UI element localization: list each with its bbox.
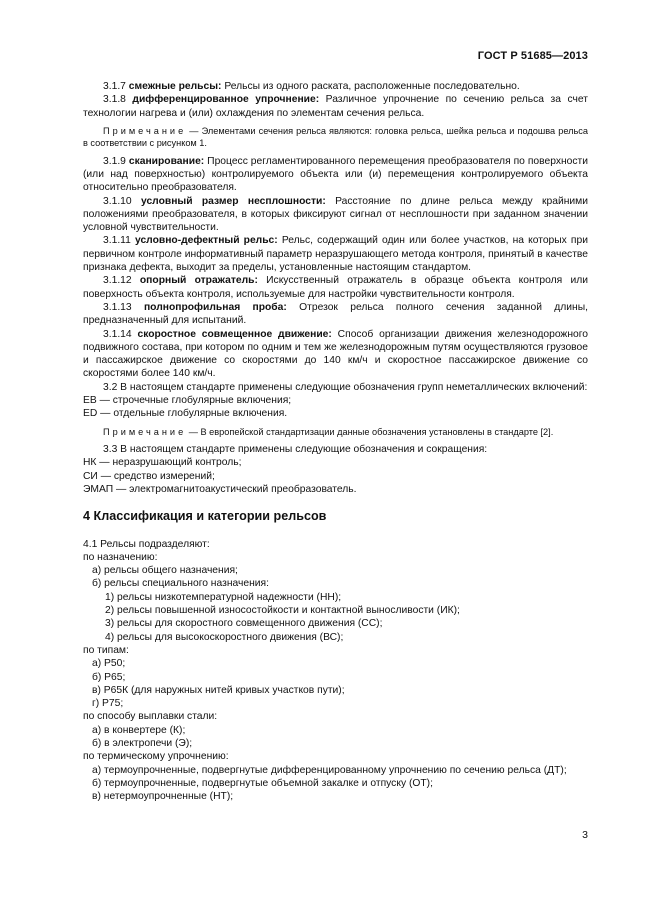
classification-item: 4.1 Рельсы подразделяют: — [83, 538, 210, 550]
classification-item: б) термоупрочненные, подвергнутые объемной закалке и отпуску (ОТ); — [92, 777, 433, 789]
definition-text: Искусственный отражатель в образце объекта контроля или поверхность объекта контроля, используемые для настройки чувствительности контроля. — [83, 275, 589, 300]
definition-term: смежные рельсы: — [128, 81, 222, 92]
definition-term: опорный отражатель: — [139, 275, 258, 287]
note-text: — В европейской стандартизации данные обозначения установлены в стандарте [2]. — [186, 426, 554, 437]
abbreviation-item: ЕВ — строчечные глобулярные включения; — [83, 395, 292, 407]
definitions-block-2 — [83, 155, 588, 381]
classification-item: 1) рельсы низкотемпературной надежности (НН); — [105, 591, 342, 603]
section-3-3-intro: 3.3 В настоящем стандарте применены следующие обозначения и сокращения: — [103, 444, 488, 456]
section-3-2-list — [83, 394, 588, 421]
definition-text: Различное упрочнение по сечению рельса за счет технологии нагрева и (или) охлаждения по элементам сечения рельса. — [83, 94, 588, 119]
definition-number: 3.1.9 — [103, 155, 129, 167]
section-4-heading: 4 Классификация и категории рельсов — [83, 509, 327, 524]
definition-term: дифференцированное упрочнение: — [132, 94, 320, 106]
definition-text: Рельс, содержащий один или более участков, на которых при первичном контроле информативный параметр неразрушающего метода контроля, принятый в качестве признака дефекта, выходит за пределы, установленные настоящим стандартом. — [83, 235, 588, 274]
section-3-2-intro: 3.2 В настоящем стандарте применены следующие обозначения групп неметаллических включений: — [103, 381, 588, 393]
definition-term: полнопрофильная проба: — [143, 301, 287, 313]
abbreviation-item: ЭМАП — электромагнитоакустический преобразователь. — [83, 483, 357, 495]
note-label: Примечание — [103, 125, 187, 136]
definition-term: скоростное совмещенное движение: — [137, 328, 332, 340]
definition-3-1-10 — [83, 195, 588, 235]
classification-item: 2) рельсы повышенной износостойкости и контактной выносливости (ИК); — [105, 605, 460, 617]
classification-item: по типам: — [83, 644, 129, 656]
definition-term: условно-дефектный рельс: — [134, 235, 278, 247]
definition-number: 3.1.11 — [103, 235, 135, 247]
note-label: Примечание — [103, 426, 187, 437]
page-body — [83, 80, 588, 803]
classification-item: б) в электропечи (Э); — [92, 737, 193, 749]
classification-item: по термическому упрочнению: — [83, 751, 229, 763]
classification-item: б) рельсы специального назначения: — [92, 578, 269, 590]
classification-item: в) Р65К (для наружных нитей кривых участков пути); — [92, 684, 345, 696]
definition-text: Способ организации движения железнодорожного подвижного состава, при котором по одним и тем же железнодорожным путям осуществляются грузовое и пассажирское движение со скоростями до 140 км/ч и скоростное пассажирское движение со скоростями более 140 км/ч. — [83, 328, 588, 380]
definition-number: 3.1.7 — [103, 81, 129, 92]
definition-3-1-14 — [83, 328, 588, 381]
definition-3-1-12 — [83, 274, 588, 301]
definition-text: Отрезок рельса полного сечения заданной длины, предназначенный для испытаний. — [83, 301, 588, 327]
definition-3-1-8 — [83, 93, 588, 120]
definition-number: 3.1.14 — [103, 328, 138, 340]
definition-text: Процесс регламентированного перемещения преобразователя по поверхности (или над поверхностью) контролируемого объекта или (и) перемещения контролируемого объекта относительно преобразователя. — [83, 155, 589, 194]
abbreviation-item: ЕD — отдельные глобулярные включения. — [83, 408, 288, 420]
definition-text: Рельсы из одного раската, расположенные последовательно. — [221, 81, 520, 92]
definition-number: 3.1.12 — [103, 275, 140, 287]
definition-number: 3.1.13 — [103, 301, 144, 313]
classification-item: а) рельсы общего назначения; — [92, 565, 238, 577]
note-1 — [83, 125, 588, 150]
classification-item: а) термоупрочненные, подвергнутые дифференцированному упрочнению по сечению рельса (ДТ); — [92, 764, 567, 776]
classification-item: по способу выплавки стали: — [83, 711, 218, 723]
definition-3-1-9 — [83, 155, 588, 195]
page-number: 3 — [582, 829, 588, 841]
abbreviation-item: СИ — средство измерений; — [83, 470, 215, 482]
classification-item: по назначению: — [83, 551, 158, 563]
definitions-block-1 — [83, 80, 588, 120]
definition-text: Расстояние по длине рельса между крайними положениями преобразователя, в которых фиксируют сигнал от несплошности при заданном значении условной чувствительности. — [83, 195, 589, 234]
definition-3-1-11 — [83, 234, 588, 274]
definition-number: 3.1.8 — [103, 94, 133, 106]
note-text: — Элементами сечения рельса являются: головка рельса, шейка рельса и подошва рельса в соответствии с рисунком 1. — [83, 125, 588, 149]
classification-item: а) Р50; — [92, 658, 126, 670]
standard-code-header: ГОСТ Р 51685—2013 — [477, 50, 588, 62]
classification-list — [83, 538, 588, 804]
classification-item: 3) рельсы для скоростного совмещенного движения (СС); — [105, 618, 383, 630]
classification-item: г) Р75; — [92, 698, 124, 710]
definition-number: 3.1.10 — [103, 195, 141, 207]
definition-3-1-13 — [83, 301, 588, 328]
definition-term: условный размер несплошности: — [140, 195, 326, 207]
definition-term: сканирование: — [128, 155, 205, 167]
note-2 — [83, 426, 588, 438]
classification-item: 4) рельсы для высокоскоростного движения (ВС); — [105, 631, 344, 643]
classification-item: в) нетермоупрочненные (НТ); — [92, 791, 234, 803]
abbreviation-item: НК — неразрушающий контроль; — [83, 457, 242, 469]
classification-item: б) Р65; — [92, 671, 126, 683]
classification-item: а) в конвертере (К); — [92, 724, 186, 736]
section-3-3-list — [83, 456, 588, 496]
definition-3-1-7 — [83, 80, 588, 93]
